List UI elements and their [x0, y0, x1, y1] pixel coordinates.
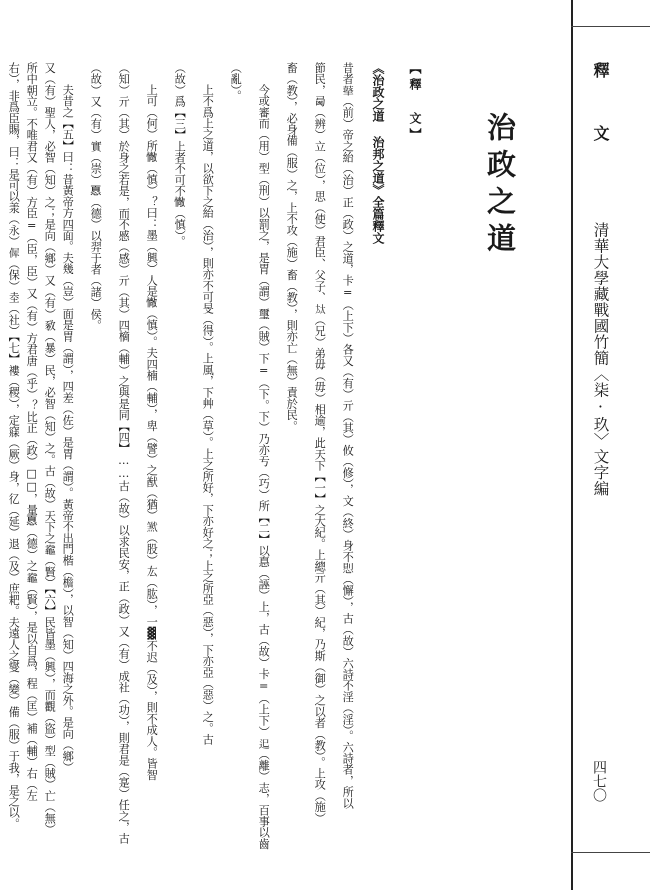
text-column: 上可（何）所𢠵（慎）？曰：墨（興）人是𢠵（慎）。夫四楠（輔），卑（譬）之猷（猶）𢎓（股）厷（肱），一▓不迟（及），則不成人。皆智 — [145, 84, 159, 781]
section-tag: 【釋 文】 — [408, 62, 422, 144]
text-column: 昔者𪔍（前）帝之紿（治）正（政）之道，卡=（上下）各又（有）亓（其）攸（修），文（終）身不𢝔（懈），古（故）六詩不淫（淫）。六詩者，所以 — [341, 62, 355, 809]
text-column: （知）亓（其）於身之若是，而不慼（感）亓（其）四樀（輔）之與是同【四】……古（故）以求民安，正（政）又（有）成社（功），則君是（寔）任之，古 — [117, 62, 131, 844]
section-label: 釋 文 — [591, 62, 610, 155]
text-column: 右），非爲臣賜，曰：是可以羕（永）𠌬（保）坴（社）【七】褸（稷），定𥧌（厥）身，𢒼（延）退（及）庶耙。夫遠人之燮（變）備（服）于我，是之以。 — [7, 62, 21, 830]
text-column: 上不爲上之道，以欲下之紿（治），則亦不可旻（得）。上風，下艸（草）。上之所好，下亦好之；上之所亞（惡），下亦亞（惡）之。古 — [201, 84, 215, 745]
header-top-rule — [571, 26, 650, 27]
text-column: （亂）。 — [229, 62, 243, 102]
text-column: 又（有）聖人，必智（知）之；是向（鄉）又（有）𢽴（暴）民，必智（知）之。古（故）天下之𪚻（賢）【六】民皆墨（興），而觀（盜）型（賊）亡（無） — [43, 62, 57, 835]
text-column: 節民，㢴（辨）立（位），思（使）君臣、父子、𡘋（兄）弟毋（毋）相逾，此天下【一】之大紀。上總亓（其）紀，乃斯（御）之以者（教）。上攻（施） — [313, 62, 327, 824]
text-column: （故）又（有）實（崇）𢝊（德）以羿于者（諸）侯。 — [89, 62, 103, 331]
chapter-title: 治政之道 — [483, 112, 517, 260]
text-column: 今或審而（用）型（刑）以罰之，是胃（謂）璽（賊）下=（下。下）乃亦亐（巧）所【二】以惪（誣）上，古（故）卡=（上下）𨑓（離）志，百事以齒 — [257, 84, 271, 850]
text-column: （故）爲【三】上者不可不𢠵（慎）。 — [173, 62, 187, 247]
text-column: 畜（教），必身備（服）之，上不攻（施）畜（教），則亦亡（無）責於民。 — [285, 62, 299, 432]
header-divider — [571, 0, 573, 890]
running-header — [571, 0, 650, 890]
page-number: 四七〇 — [591, 760, 607, 802]
section-subtitle: 《治政之道 治邦之道》全篇釋文 — [371, 62, 385, 244]
text-column: 夫昔之【五】曰：昔黃帝方四面。夫幾（豈）面是胃（謂），四差（佐）是胃（謂）。黃帝不出門楷（檐），以智（知）四海之外。是向（鄉） — [61, 84, 75, 773]
text-column: 所中朝立。不唯君又（有）方臣=（臣，臣）又（有）方君唐（乎）？比正（政）□□，量𢝊（德）之𪚻（賢），是以自爲，程（匡）補（輔）右（左 — [25, 62, 39, 801]
book-title: 清華大學藏戰國竹簡〈柒·玖〉文字編 — [591, 222, 610, 497]
header-bottom-rule — [571, 852, 650, 853]
